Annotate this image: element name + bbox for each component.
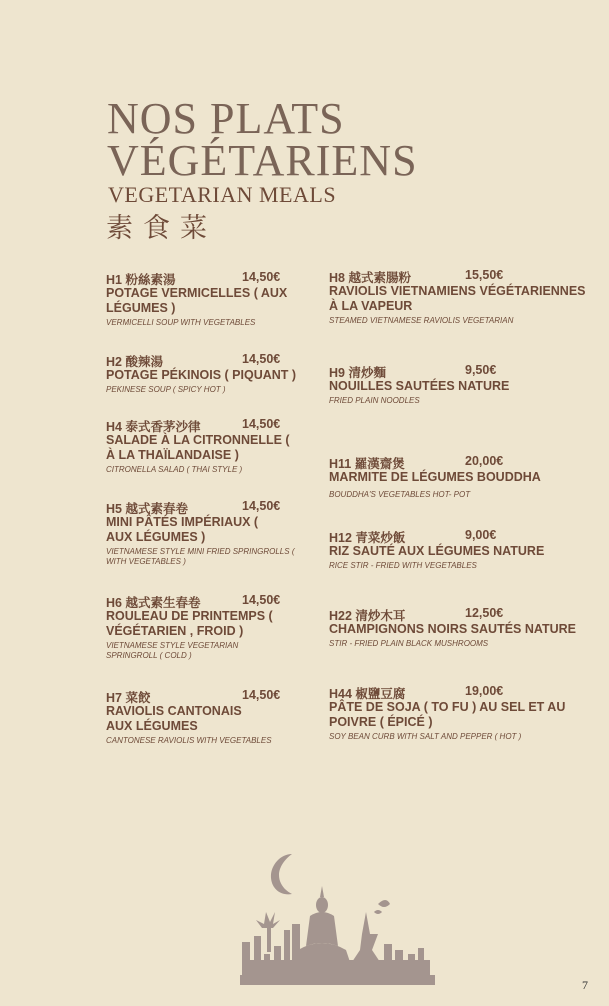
menu-item-h7 [106,688,366,746]
dish-name-en: STIR - FRIED PLAIN BLACK MUSHROOMS [329,639,489,648]
dish-name-en: CITRONELLA SALAD ( THAI STYLE ) [106,465,243,474]
dish-name-fr: SALADE À LA CITRONNELLE ( À LA THAÏLANDAISE ) [106,433,290,462]
dish-name-en: CANTONESE RAVIOLIS WITH VEGETABLES [106,736,272,745]
menu-item-h12 [329,528,589,571]
dish-price: 15,50€ [465,268,504,282]
dish-name-fr: POTAGE VERMICELLES ( AUX LÉGUMES ) [106,286,288,315]
dish-code: H12 青菜炒飯 [329,531,406,545]
menu-item-h1 [106,270,366,328]
temple-buddha-silhouette-icon [240,850,435,990]
dish-name-fr: NOUILLES SAUTÉES NATURE [329,379,510,393]
dish-name-en: VERMICELLI SOUP WITH VEGETABLES [106,318,256,327]
dish-price: 14,50€ [242,688,281,702]
chinese-title: 素食菜 [106,213,217,244]
dish-code: H5 越式素春卷 [106,502,188,516]
dish-code: H7 菜餃 [106,691,151,705]
dish-code: H8 越式素腸粉 [329,271,411,285]
dish-name-en: BOUDDHA'S VEGETABLES HOT- POT [329,490,471,499]
dish-price: 14,50€ [242,499,281,513]
menu-item-h8 [329,268,589,326]
dish-name-fr: RAVIOLIS CANTONAIS AUX LÉGUMES [106,704,242,733]
dish-code: H4 泰式香茅沙律 [106,420,201,434]
dish-code: H11 羅漢齋煲 [329,457,405,471]
dish-name-fr: RAVIOLIS VIETNAMIENS VÉGÉTARIENNES À LA VAPEUR [329,284,586,313]
dish-name-fr: ROULEAU DE PRINTEMPS ( VÉGÉTARIEN , FROID ) [106,609,273,638]
dish-name-fr: MARMITE DE LÉGUMES BOUDDHA [329,470,541,484]
menu-item-h4 [106,417,366,475]
silhouette-graphic [240,850,435,985]
dish-code: H44 椒鹽豆腐 [329,687,406,701]
menu-item-h6 [106,593,366,661]
dish-price: 14,50€ [242,352,281,366]
dish-name-en: SOY BEAN CURB WITH SALT AND PEPPER ( HOT ) [329,732,522,741]
dish-name-fr: MINI PÂTÉS IMPÉRIAUX ( AUX LÉGUMES ) [106,515,259,544]
dish-name-en: FRIED PLAIN NOODLES [329,396,420,405]
dish-name-en: VIETNAMESE STYLE VEGETARIAN SPRINGROLL ( COLD ) [106,641,239,660]
dish-price: 14,50€ [242,593,281,607]
dish-name-fr: POTAGE PÉKINOIS ( PIQUANT ) [106,368,297,382]
menu-item-h5 [106,499,366,567]
dish-name-en: STEAMED VIETNAMESE RAVIOLIS VEGETARIAN [329,316,514,325]
dish-code: H1 粉絲素湯 [106,273,176,287]
dish-price: 9,00€ [465,528,497,542]
dish-name-en: VIETNAMESE STYLE MINI FRIED SPRINGROLLS ( WITH VEGETABLES ) [106,547,295,566]
dish-price: 14,50€ [242,417,281,431]
title-line-1: NOS PLATS [107,94,345,143]
menu-item-h44 [329,684,589,742]
menu-item-h9 [329,363,589,406]
dish-price: 9,50€ [465,363,497,377]
page-title [107,94,418,185]
dish-name-fr: CHAMPIGNONS NOIRS SAUTÉS NATURE [329,622,577,636]
menu-item-h22 [329,606,589,649]
dish-code: H9 清炒麵 [329,366,386,380]
dish-code: H22 清炒木耳 [329,609,406,623]
subtitle: VEGETARIAN MEALS [108,182,337,207]
dish-price: 12,50€ [465,606,504,620]
dish-code: H6 越式素生春卷 [106,596,201,610]
dish-price: 14,50€ [242,270,281,284]
page-number: 7 [582,978,588,992]
menu-item-h11 [329,454,589,500]
title-line-2: VÉGÉTARIENS [107,136,418,185]
dish-price: 20,00€ [465,454,504,468]
dish-price: 19,00€ [465,684,504,698]
dish-code: H2 酸辣湯 [106,355,163,369]
menu-item-h2 [106,352,366,395]
dish-name-fr: PÂTE DE SOJA ( TO FU ) AU SEL ET AU POIVRE ( ÉPICÉ ) [329,700,566,729]
dish-name-en: RICE STIR - FRIED WITH VEGETABLES [329,561,477,570]
dish-name-fr: RIZ SAUTÉ AUX LÉGUMES NATURE [329,544,545,558]
dish-name-en: PEKINESE SOUP ( SPICY HOT ) [106,385,226,394]
